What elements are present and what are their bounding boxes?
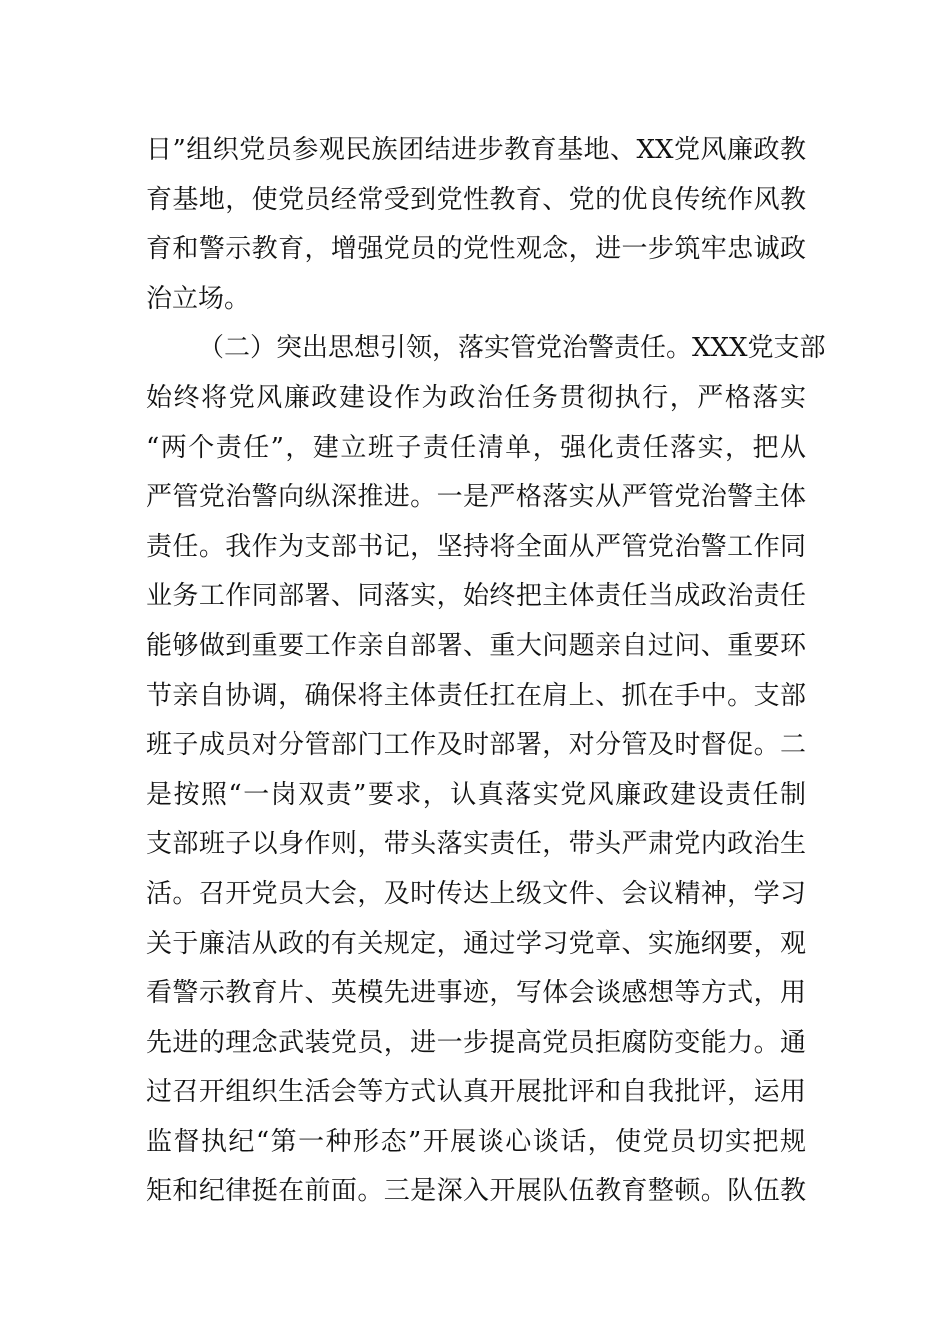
- text-line: 始终将党风廉政建设作为政治任务贯彻执行，严格落实: [146, 382, 806, 413]
- text-line: 严管党治警向纵深推进。一是严格落实从严管党治警主体: [146, 482, 806, 513]
- text-line: 矩和纪律挺在前面。三是深入开展队伍教育整顿。队伍教: [146, 1176, 806, 1207]
- text-line: 活。召开党员大会，及时传达上级文件、会议精神，学习: [146, 878, 806, 909]
- section-heading-line: （二）突出思想引领，落实管党治警责任。XXX党支部: [198, 333, 826, 364]
- text-line: 节亲自协调，确保将主体责任扛在肩上、抓在手中。支部: [146, 680, 806, 711]
- text-line: 是按照“一岗双责”要求，认真落实党风廉政建设责任制: [146, 779, 806, 810]
- text-line: 业务工作同部署、同落实，始终把主体责任当成政治责任: [146, 581, 806, 612]
- text-line: 监督执纪“第一种形态”开展谈心谈话，使党员切实把规: [146, 1126, 806, 1157]
- text-line: 关于廉洁从政的有关规定，通过学习党章、实施纲要，观: [146, 928, 806, 959]
- text-line: 先进的理念武装党员，进一步提高党员拒腐防变能力。通: [146, 1027, 806, 1058]
- text-line: 过召开组织生活会等方式认真开展批评和自我批评，运用: [146, 1077, 806, 1108]
- text-line: 能够做到重要工作亲自部署、重大问题亲自过问、重要环: [146, 630, 806, 661]
- text-line: 班子成员对分管部门工作及时部署，对分管及时督促。二: [146, 730, 806, 761]
- text-line: “两个责任”，建立班子责任清单，强化责任落实，把从: [146, 432, 806, 463]
- text-line: 责任。我作为支部书记，坚持将全面从严管党治警工作同: [146, 531, 806, 562]
- text-line: 育基地，使党员经常受到党性教育、党的优良传统作风教: [146, 184, 806, 215]
- text-line: 看警示教育片、英模先进事迹，写体会谈感想等方式，用: [146, 978, 806, 1009]
- body-text: [146, 126, 826, 1217]
- text-line: 日”组织党员参观民族团结进步教育基地、XX党风廉政教: [146, 135, 806, 165]
- text-line: 支部班子以身作则，带头落实责任，带头严肃党内政治生: [146, 829, 806, 860]
- paragraph-end-line: 治立场。: [146, 283, 251, 314]
- text-line: 育和警示教育，增强党员的党性观念，进一步筑牢忠诚政: [146, 234, 806, 265]
